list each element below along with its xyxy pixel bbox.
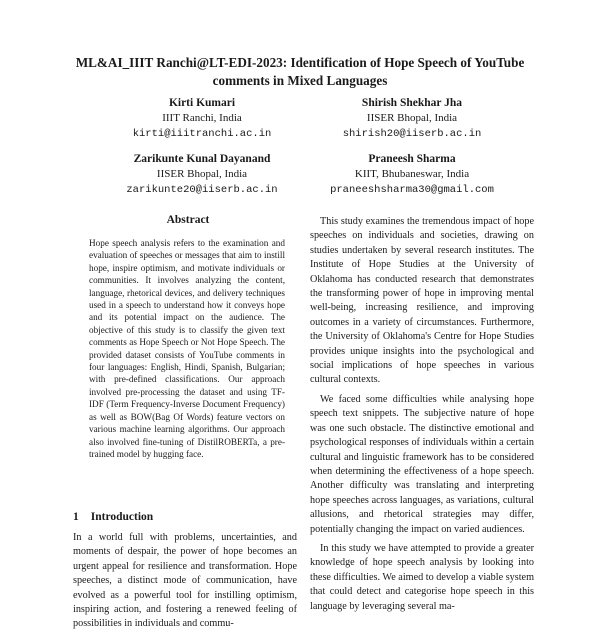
author-name: Praneesh Sharma [368,153,456,165]
abstract-heading: Abstract [166,214,210,226]
author-name: Shirish Shekhar Jha [361,97,463,109]
author-block [92,152,312,199]
author-affiliation: IIIT Ranchi, India [162,112,242,124]
author-email: kirti@iiitranchi.ac.in [132,128,272,140]
author-email: zarikunte20@iiserb.ac.in [126,184,278,196]
author-email: praneeshsharma30@gmail.com [330,184,494,196]
paper-title: ML&AI_IIIT Ranchi@LT-EDI-2023: Identification of Hope Speech of YouTube comments in Mixed Languages [75,55,525,88]
body-paragraph: This study examines the tremendous impact of hope speeches on individuals and societies, drawing on studies undertaken by several research institutes. The Institute of Hope Studies at the University of Oklahoma has conducted research that demonstrates the transforming power of hope in improving mental well-being, increasing resilience, and improving outcomes in a variety of circumstances. Furthermore, the University of Oklahoma's Centre for Hope Studies provides unique insights into the psychological and social implications of hope speeches in various cultural contexts. [310,216,534,386]
author-name: Zarikunte Kunal Dayanand [133,153,271,165]
author-affiliation: KIIT, Bhubaneswar, India [354,168,470,180]
abstract-text: Hope speech analysis refers to the examination and evaluation of speeches or messages that aim to instill hope, inspire optimism, and motivate individuals or communities. It involves analyzing the content, language, rhetorical devices, and delivery techniques used in a speech to understand how it conveys hope and its potential impact on the audience. The objective of this study is to classify the given text comments as Hope Speech or Not Hope Speech. The provided dataset consists of YouTube comments in four languages: English, Hindi, Spanish, Bulgarian; with pre-defined classifications. Our approach involved pre-processing the dataset and using TF-IDF (Term Frequency-Inverse Document Frequency) as well as BOW(Bag Of Words) feature vectors on various machine learning algorithms. Our approach also involved fine-tuning of DistilROBERTa, a pre-trained model by hugging face. [89,238,285,459]
author-block [302,152,522,199]
section-heading-introduction [73,511,153,523]
author-block [92,96,312,143]
body-paragraph: We faced some difficulties while analysing hope speech text snippets. The subjective nature of hope was one such obstacle. The distinctive emotional and psychological responses of individuals within a certain cultural and linguistic framework has to be considered when determining the effectiveness of a hope speech. Another difficulty was translating and interpreting hope speeches across languages, as variations, cultural allusions, and rhetorical strategies may differ, potentially changing the impact on varied audiences. [310,393,534,535]
right-column [310,215,534,619]
author-block [302,96,522,143]
author-name: Kirti Kumari [168,97,236,109]
section-number: 1 [73,511,79,523]
body-paragraph: In this study we have attempted to provide a greater knowledge of hope speech analysis by looking into these difficulties. We aimed to develop a viable system that could detect and categorise hope speech in this language by leveraging several ma- [310,542,534,612]
author-affiliation: IISER Bhopal, India [156,168,248,180]
introduction-paragraph: In a world full with problems, uncertainties, and moments of despair, the power of hope becomes an urgent appeal for resilience and transformation. Hope speeches, a distinct mode of communication, have evolved as a powerful tool for instilling optimism, inspiring action, and fostering a renewed feeling of possibilities in individuals and commu- [73,532,297,630]
author-email: shirish20@iiserb.ac.in [342,128,482,140]
author-affiliation: IISER Bhopal, India [366,112,458,124]
section-title: Introduction [90,511,154,523]
